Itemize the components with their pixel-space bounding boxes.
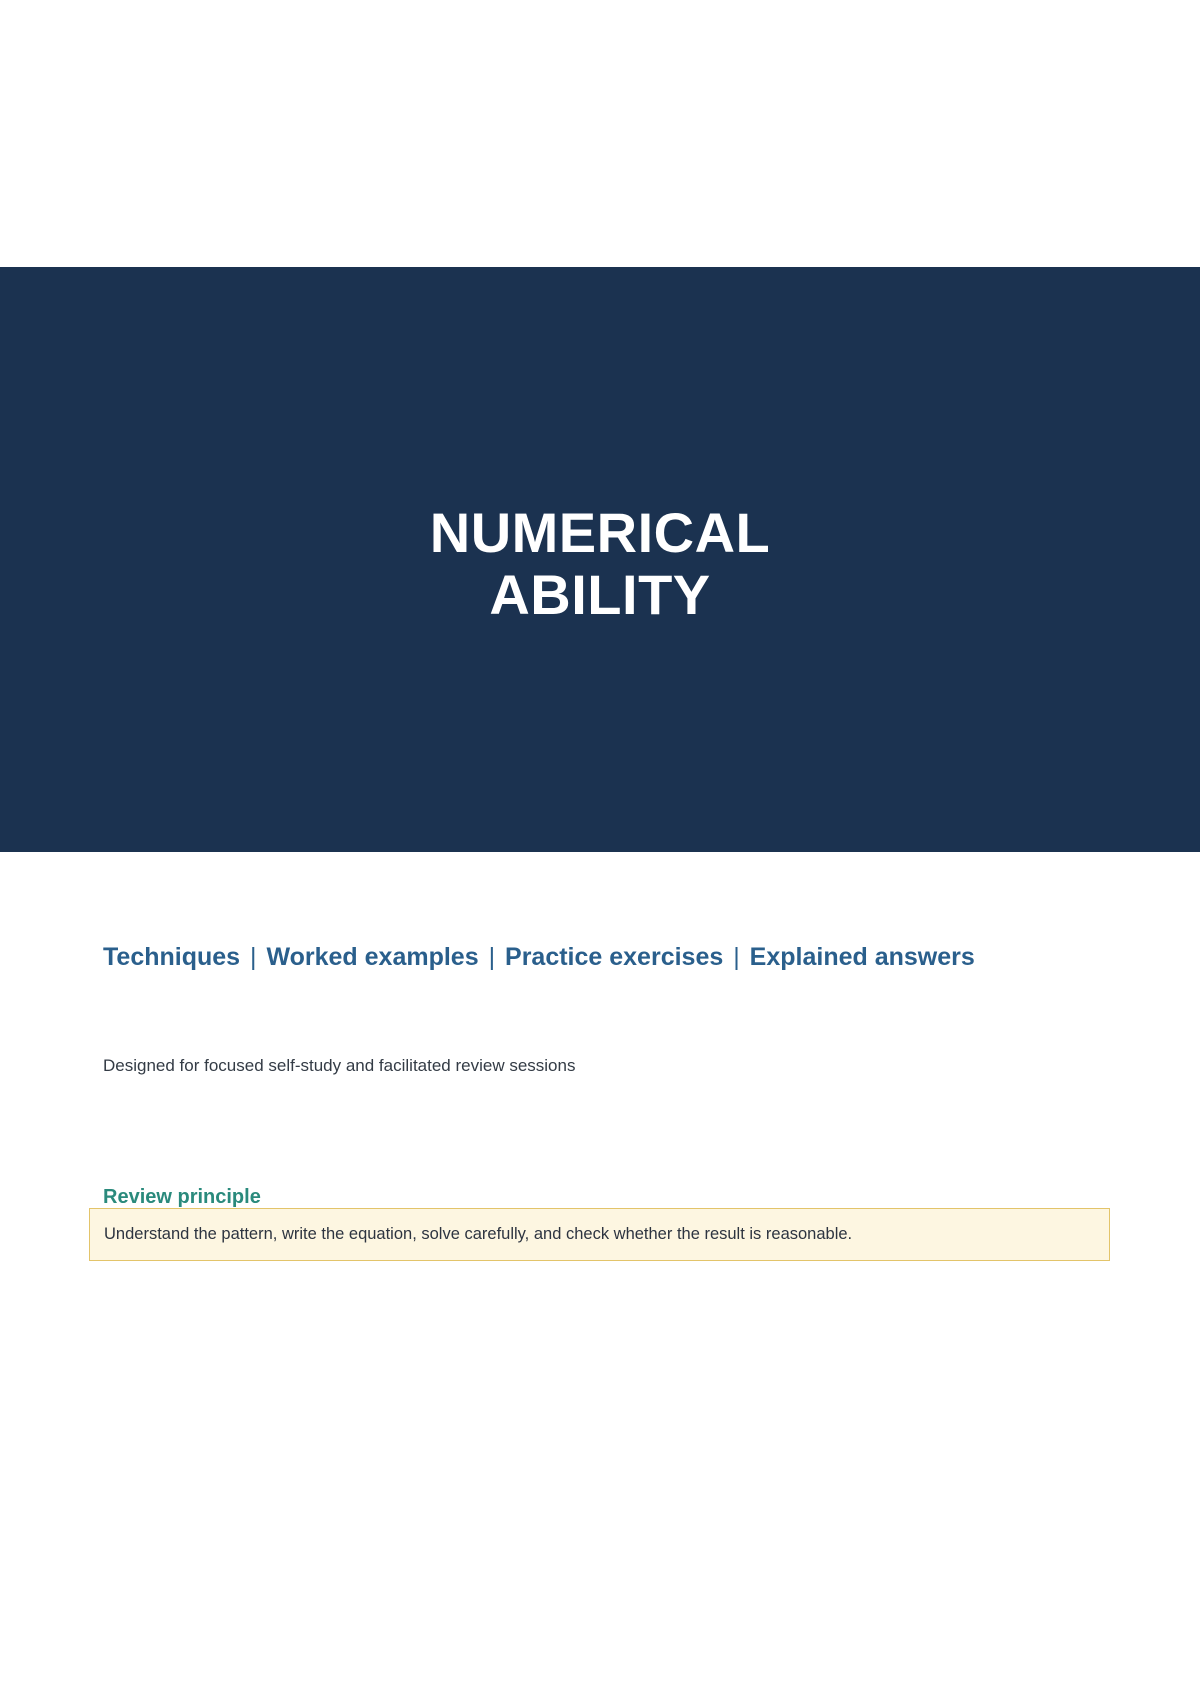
review-principle-text: Understand the pattern, write the equation, solve carefully, and check whether the result is reasonable. <box>104 1225 853 1243</box>
cover-title-line-2: ABILITY <box>489 563 711 626</box>
topic-separator: | <box>733 943 740 971</box>
topic-practice-exercises: Practice exercises <box>505 943 724 971</box>
cover-title <box>0 502 1200 626</box>
topics-line <box>103 940 975 974</box>
subtitle: Designed for focused self-study and facilitated review sessions <box>103 1056 576 1075</box>
topic-separator: | <box>250 943 257 971</box>
cover-title-line-1: NUMERICAL <box>429 501 771 564</box>
topic-worked-examples: Worked examples <box>266 943 479 971</box>
topic-explained-answers: Explained answers <box>749 943 975 971</box>
review-principle-heading: Review principle <box>103 1186 261 1208</box>
topic-separator: | <box>488 943 496 971</box>
review-principle-callout <box>89 1208 1110 1261</box>
topic-techniques: Techniques <box>103 943 241 971</box>
